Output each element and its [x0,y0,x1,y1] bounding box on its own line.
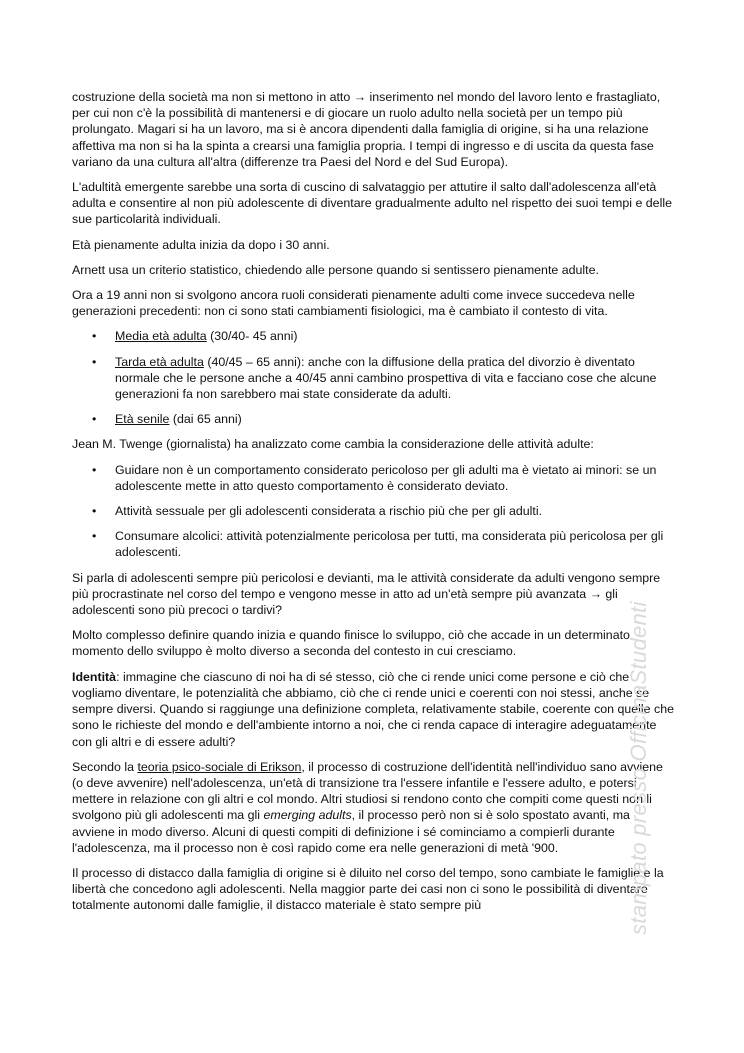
paragraph: Molto complesso definire quando inizia e quando finisce lo sviluppo, ciò che accade in un determinato momento dello sviluppo è molto diverso a seconda del contesto in cui cresciamo. [72,628,630,659]
erikson-paragraph [72,759,674,856]
paragraph: Il processo di distacco dalla famiglia di origine si è diluito nel corso del tempo, sono cambiate le famiglie e la libertà che concedono agli adolescenti. Nella maggior parte dei casi non ci sono le possibilità di diventare totalmente autonomi dalle famiglie, il distacco materiale è stato sempre più [72,865,664,913]
paragraph: Jean M. Twenge (giornalista) ha analizzato come cambia la considerazione delle attività adulte: [72,437,594,452]
bullet-icon: • [92,329,97,344]
paragraph: Si parla di adolescenti sempre più pericolosi e devianti, ma le attività considerate da adulti vengono sempre più procrastinate nel corso del tempo e vengono messe in atto ad un'età sempre più avanzata → gli adolescenti sono più precoci o tardivi? [72,570,661,618]
age-stage-term: Età senile [115,412,170,427]
erikson-text-pre: Secondo la [72,759,138,774]
erikson-theory-term: teoria psico-sociale di Erikson [137,759,302,774]
erikson-text-post: , il processo però non si è solo spostato avanti, ma avviene in modo diverso. Alcuni di questi compiti di definizione i sé cominciamo a compierli durante l'adolescenza, ma il processo non è così rapido come era nelle generazioni di metà '900. [72,808,630,855]
emerging-adults-term: emerging adults [263,808,352,823]
paragraph: L'adultità emergente sarebbe una sorta di cuscino di salvataggio per attutire il salto dall'adolescenza all'età adulta e consentire al non più adolescente di diventare gradualmente adulto nel rispetto dei suoi tempi e delle sue particolarità individuali. [72,180,672,227]
age-stage-text: (40/45 – 65 anni): anche con la diffusione della pratica del divorzio è diventato normale che le persone anche a 40/45 anni cambino prospettiva di vita e facciano cose che alcune generazioni fa non sarebbero mai state considerate da adulti. [115,354,657,402]
list-item [72,503,674,519]
age-stage-term: Media età adulta [115,329,207,344]
list-item [72,354,674,403]
identity-term: Identità [72,669,117,684]
age-stage-text: (dai 65 anni) [169,412,242,427]
bullet-icon: • [92,529,97,544]
age-stage-term: Tarda età adulta [115,354,204,369]
identity-paragraph [72,669,674,750]
age-stage-text: (30/40- 45 anni) [206,329,298,344]
activity-text: Consumare alcolici: attività potenzialmente pericolosa per tutti, ma considerata più pericolosa per gli adolescenti. [115,529,664,560]
document-page [72,89,674,923]
bullet-icon: • [92,412,97,427]
paragraph: Età pienamente adulta inizia da dopo i 30 anni. [72,237,330,252]
age-stage-list [72,328,674,427]
paragraph: Ora a 19 anni non si svolgono ancora ruoli considerati pienamente adulti come invece succedeva nelle generazioni precedenti: non ci sono stati cambiamenti fisiologici, ma è cambiato il contesto di vita. [72,288,635,319]
identity-definition: : immagine che ciascuno di noi ha di sé stesso, ciò che ci rende unici come persone e ciò che vogliamo diventare, le potenzialità che abbiamo, ciò che ci rende unici e coerenti con noi stessi, anche se sempre diversi. Quando si raggiunge una definizione completa, relativamente stabile, coerente con quelle che sono le richieste del mondo e dell'ambiente intorno a noi, che ci renda capace di interagire adeguatamente con gli altri e di essere adulti? [72,669,674,749]
watermark: stampato presso OfficinaStudenti [626,601,651,935]
list-item [72,328,674,344]
bullet-icon: • [92,354,97,369]
list-item [72,462,674,494]
list-item [72,411,674,427]
paragraph: costruzione della società ma non si mettono in atto → inserimento nel mondo del lavoro lento e frastagliato, per cui non c'è la possibilità di mantenersi e di giocare un ruolo adulto nella società per un tempo più prolungato. Magari si ha un lavoro, ma si è ancora dipendenti dalla famiglia di origine, si ha una relazione affettiva ma non si ha la spinta a crearsi una famiglia propria. I tempi di ingresso e di uscita da questa fase variano da una cultura all'altra (differenze tra Paesi del Nord e del Sud Europa). [72,90,661,169]
erikson-text-mid: , il processo di costruzione dell'identità nell'individuo sano avviene (o deve avvenire) nell'adolescenza, un'età di transizione tra l'essere infantile e l'essere adulto, e potersi mettere in relazione con gli altri e col mondo. Altri studiosi si rendono conto che compiti come questi non li svolgono più gli adolescenti ma gli [72,759,663,823]
bullet-icon: • [92,462,97,477]
bullet-icon: • [92,504,97,519]
activity-text: Attività sessuale per gli adolescenti considerata a rischio più che per gli adulti. [115,504,543,519]
paragraph: Arnett usa un criterio statistico, chiedendo alle persone quando si sentissero pienamente adulte. [72,262,599,277]
list-item [72,528,674,560]
activity-list [72,462,674,561]
activity-text: Guidare non è un comportamento considerato pericoloso per gli adulti ma è vietato ai minori: se un adolescente mette in atto questo comportamento è considerato deviato. [115,462,657,493]
